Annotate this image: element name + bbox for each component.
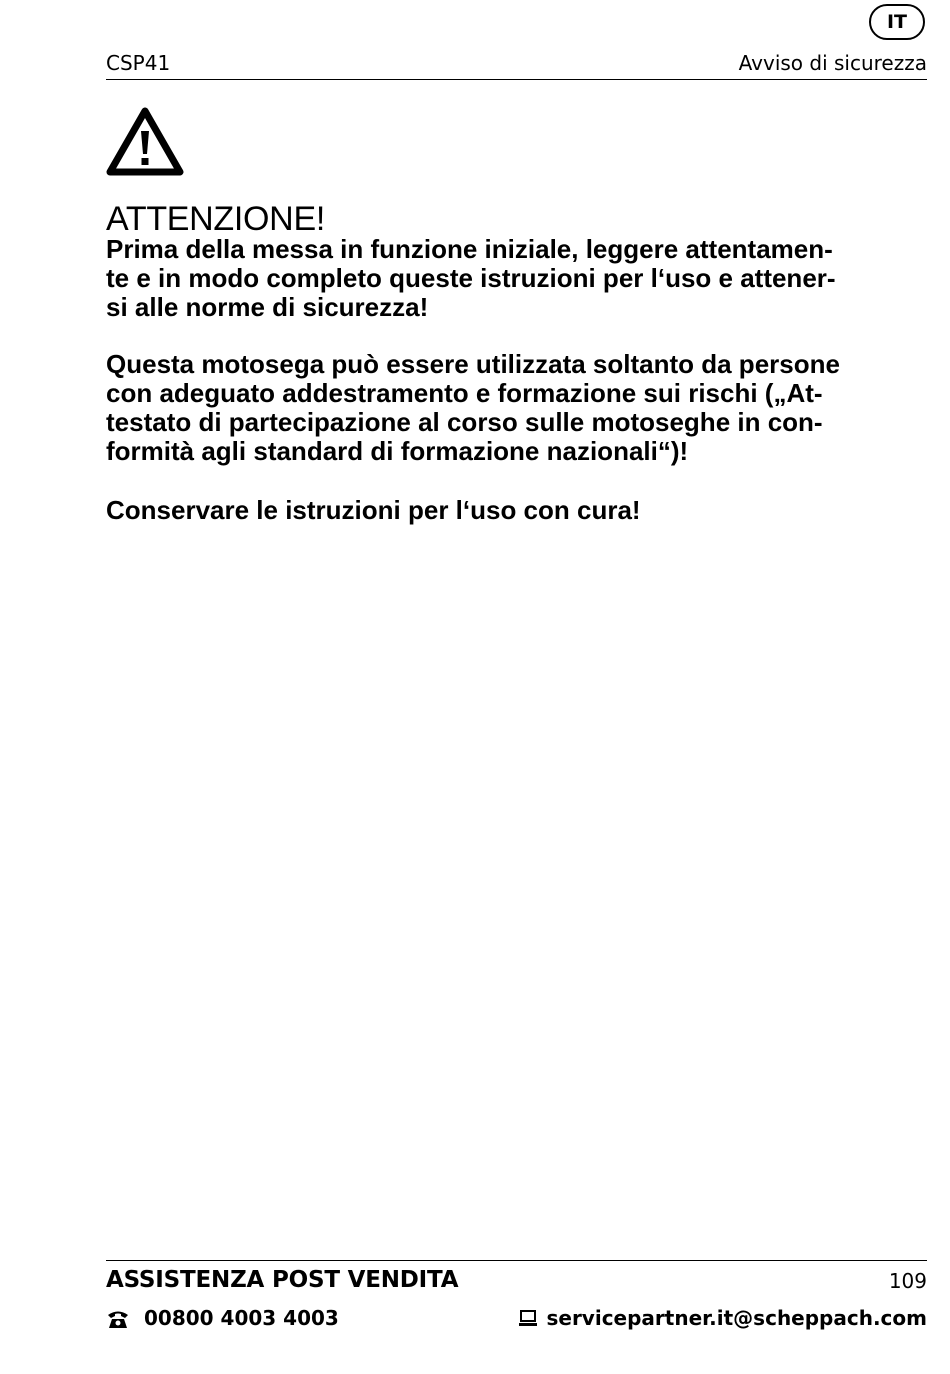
header-divider — [106, 79, 927, 80]
email-row — [518, 1306, 927, 1330]
warning-title: ATTENZIONE! — [106, 200, 325, 238]
telephone-icon — [106, 1308, 130, 1330]
warning-triangle-icon — [106, 106, 184, 176]
warning-paragraph-training: Questa motosega può essere utilizzata soltanto da persone con adeguato addestramento e formazione sui rischi („At- testato di partecipazione al corso sulle motoseghe in con- formità agli standard di formazione nazionali“)! — [106, 349, 840, 466]
laptop-icon — [518, 1309, 538, 1327]
warning-paragraph-read-instructions: Prima della messa in funzione iniziale, leggere attentamen- te e in modo completo queste istruzioni per l‘uso e attener- si alle norme di sicurezza! — [106, 234, 836, 322]
service-email[interactable]: servicepartner.it@scheppach.com — [546, 1306, 927, 1330]
footer-divider — [106, 1260, 927, 1261]
page-number: 109 — [888, 1269, 927, 1293]
section-title: Avviso di sicurezza — [738, 51, 927, 75]
service-phone: 00800 4003 4003 — [144, 1306, 339, 1330]
warning-paragraph-keep-instructions: Conservare le istruzioni per l‘uso con cura! — [106, 495, 641, 525]
model-label: CSP41 — [106, 51, 171, 75]
service-title: ASSISTENZA POST VENDITA — [106, 1267, 459, 1293]
language-badge: IT — [869, 4, 925, 40]
